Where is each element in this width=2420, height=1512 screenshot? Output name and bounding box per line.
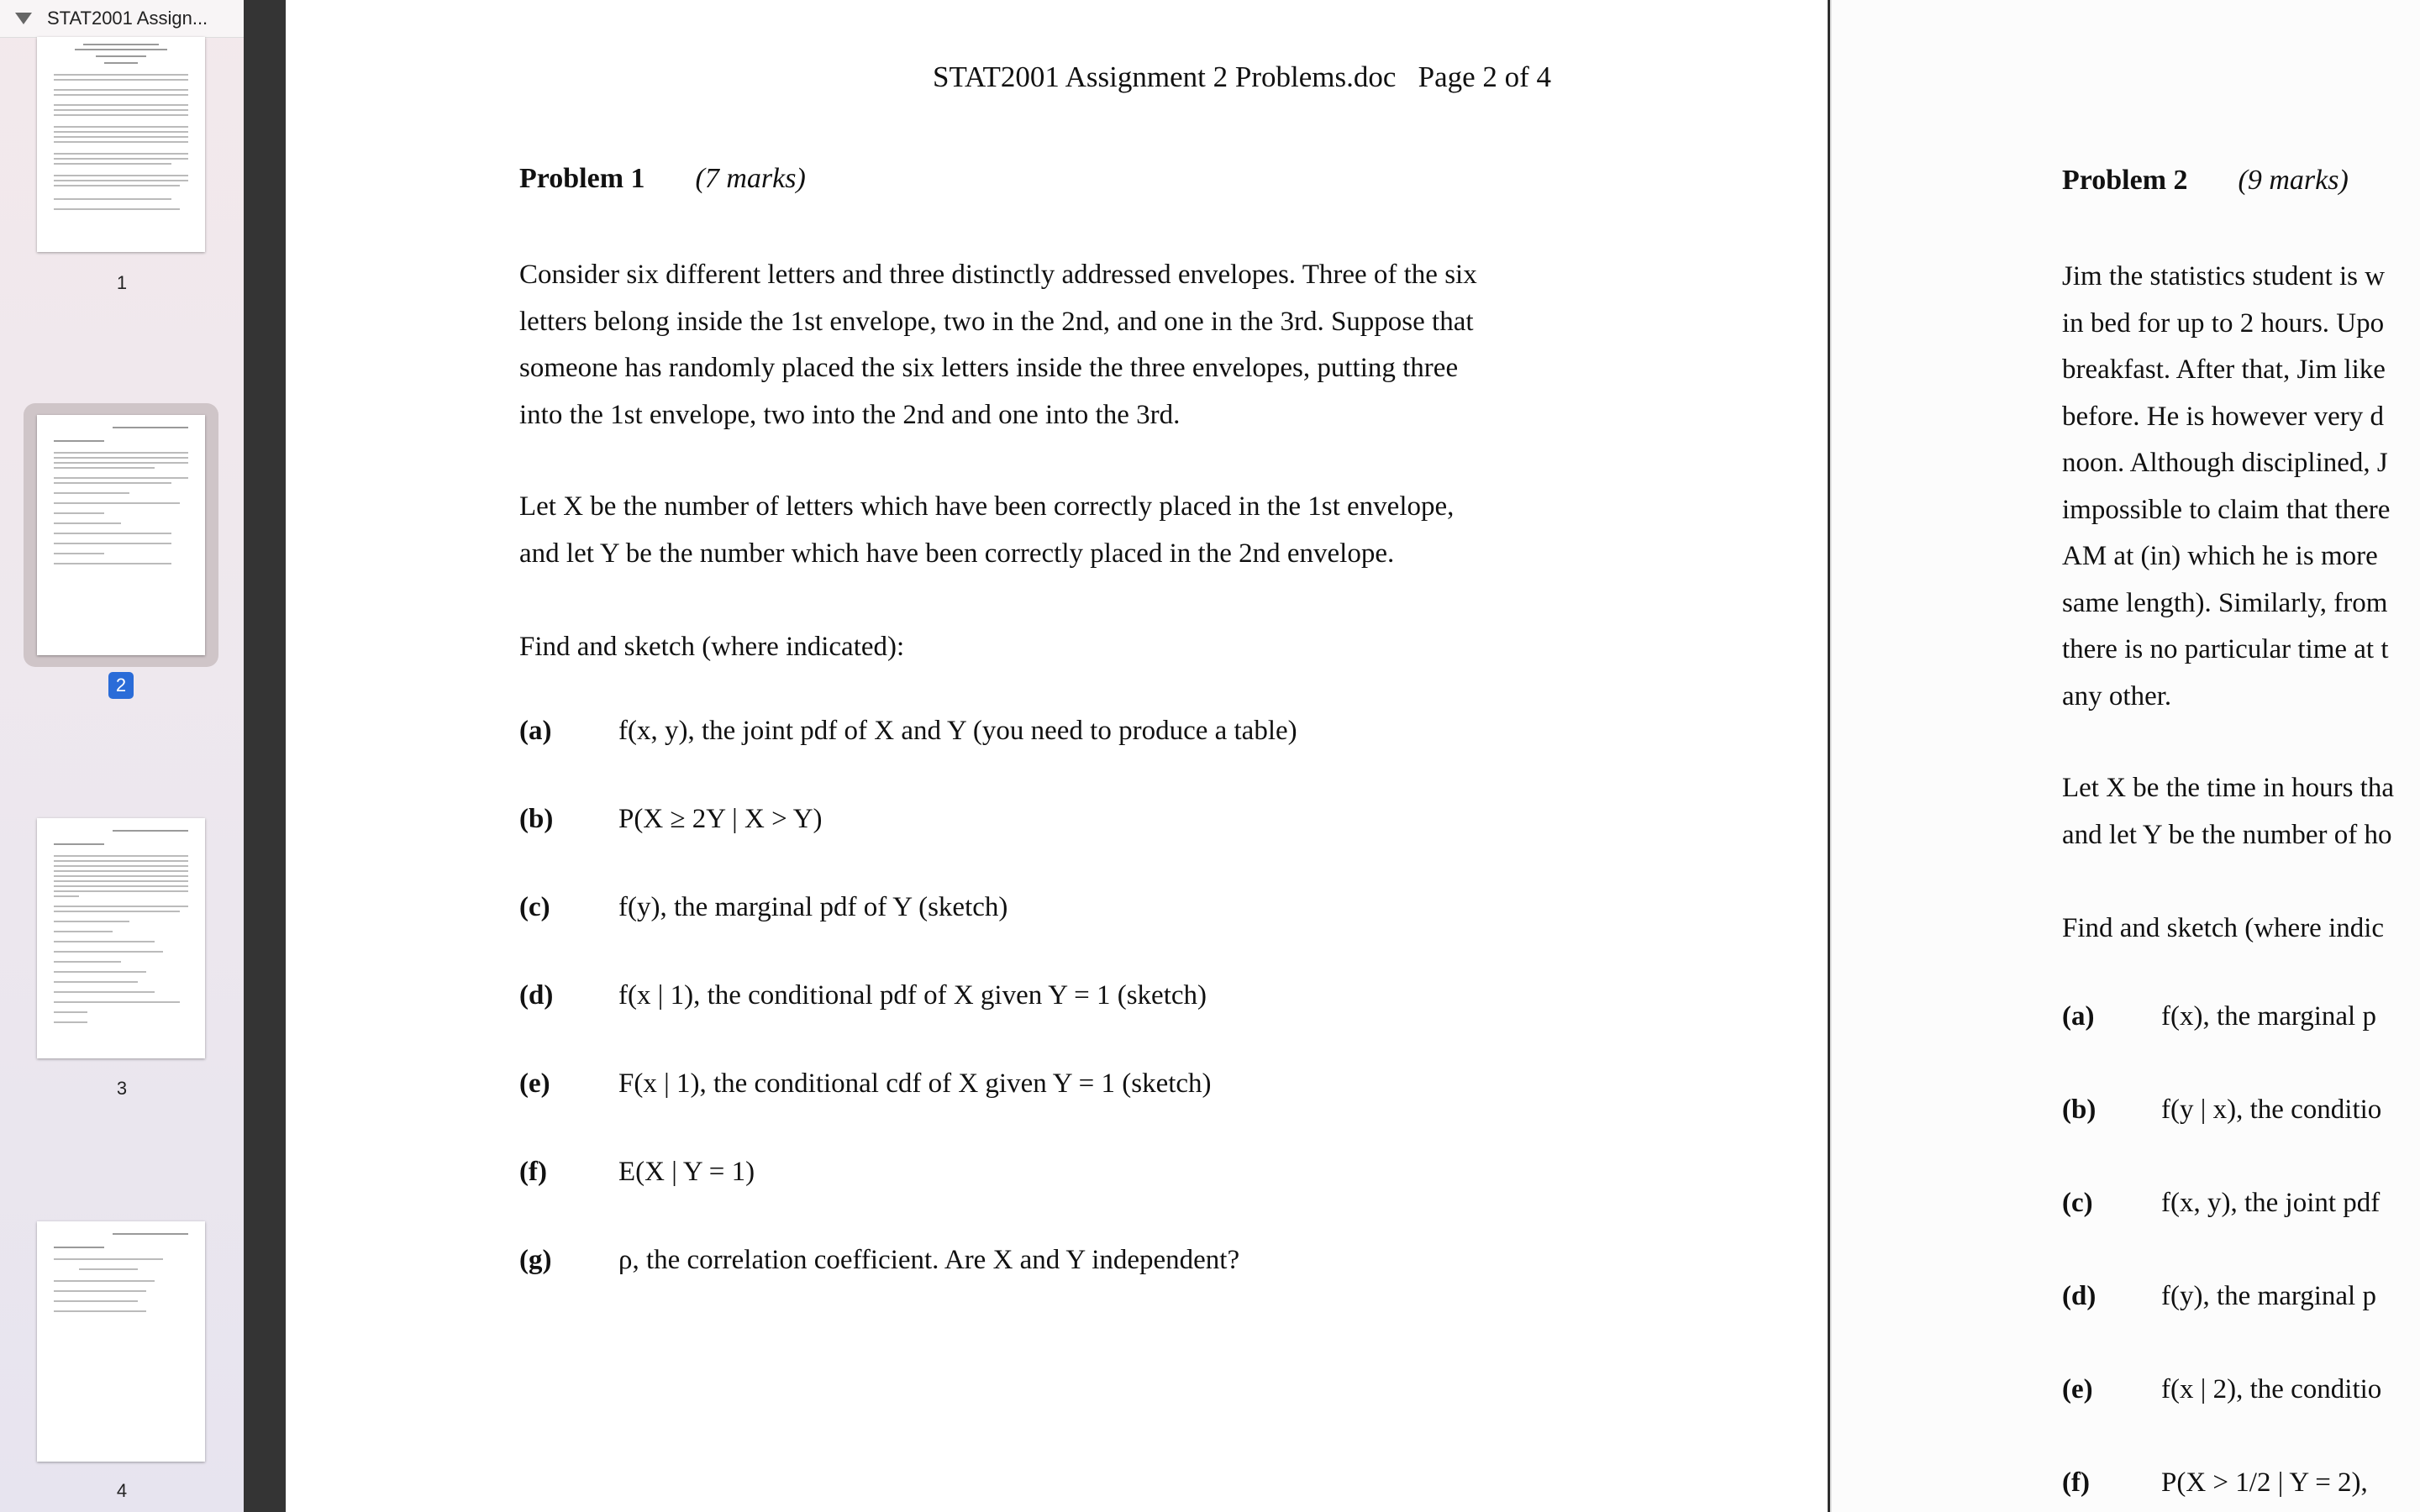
text-line: same length). Similarly, from <box>2062 587 2388 618</box>
page-header: STAT2001 Assignment 2 Problems.doc Page 2 of 4 <box>933 60 1552 93</box>
problem-intro <box>519 252 1477 438</box>
problem-definition <box>2062 765 2394 858</box>
problem-title <box>519 163 806 195</box>
text-line: before. He is however very d <box>2062 401 2385 432</box>
text-line: Consider six different letters and three distinctly addressed envelopes. Three of the six <box>519 260 1477 290</box>
text-line: into the 1st envelope, two into the 2nd and one into the 3rd. <box>519 399 1181 430</box>
page-thumbnail-2[interactable] <box>37 415 205 655</box>
text-line: and let Y be the number of ho <box>2062 819 2392 850</box>
page-number-label: 1 <box>116 272 128 293</box>
page-number-label: 3 <box>116 1078 128 1099</box>
document-page: STAT2001 Assignment 2 Problems.doc Page 2 of 4 Problem 1 (7 marks) Consider six different letters and three distinctly addressed envelopes. Three of the six letters belong inside the 1st envelope, two in the 2nd, and one in the 3rd. Suppose that someone has randomly placed the six letters inside the three envelopes, putting three into the 1st envelope, two into the 2nd and one into the 3rd. Let X be the number of letters which have been correctly placed in the 1st envelope, and let Y be the number which have been correctly placed in the 2nd envelope. Find and sketch (where indicated): (a) f(x, y), the joint pdf of X and Y (you need to produce a table) (b) P(X ≥ 2Y | X > Y) (c) f(y), the marginal pdf of Y (sketch) (d) f(x | 1), the conditional pdf of X given Y = 1 (sketch) (e) F(x | 1), the conditional cdf of X given Y = 1 (sketch) (f) E(X | Y = 1) (g) ρ, the correlation coefficient. Are X and Y independent? <box>286 0 1828 1512</box>
text-line: in bed for up to 2 hours. Upo <box>2062 307 2385 339</box>
page-thumbnail-1[interactable] <box>37 37 205 252</box>
text-line: someone has randomly placed the six letters inside the three envelopes, putting three <box>519 353 1459 383</box>
page-number-label-selected: 2 <box>108 672 134 699</box>
problem-title <box>2062 165 2349 197</box>
find-instruction: Find and sketch (where indic <box>2062 913 2385 943</box>
text-line: letters belong inside the 1st envelope, two in the 2nd, and one in the 3rd. Suppose that <box>519 306 1474 337</box>
problem-intro <box>2062 254 2390 720</box>
text-line: Let X be the number of letters which have been correctly placed in the 1st envelope, <box>519 491 1455 522</box>
text-line: noon. Although disciplined, J <box>2062 448 2388 478</box>
text-line: any other. <box>2062 680 2172 711</box>
document-page-next: Problem 2 (9 marks) Jim the statistics student is w in bed for up to 2 hours. Upo breakfast. After that, Jim like before. He is however very d noon. Although disciplined, J impossible to claim that there AM at (in) which he is more same length). Similarly, from there is no particular time at t any other. Let X be the time in hours tha and let Y be the number of ho Find and sketch (where indic (a) f(x), the marginal p (b) f(y | x), the conditio (c) f(x, y), the joint pdf (d) f(y), the marginal p (e) f(x | 2), the conditio (f) P(X > 1/2 | Y = 2), <box>1830 0 2420 1512</box>
sidebar-divider[interactable] <box>244 0 286 1512</box>
page-thumbnail-3[interactable] <box>37 818 205 1058</box>
disclosure-triangle-icon[interactable] <box>15 13 32 24</box>
problem-number: Problem 2 <box>2062 165 2188 196</box>
sidebar-header[interactable] <box>0 0 244 38</box>
problem-marks: (7 marks) <box>695 163 806 194</box>
text-line: breakfast. After that, Jim like <box>2062 354 2386 385</box>
problem-number: Problem 1 <box>519 163 645 194</box>
problem-marks: (9 marks) <box>2238 165 2349 196</box>
text-line: impossible to claim that there <box>2062 494 2391 525</box>
find-instruction: Find and sketch (where indicated): <box>519 632 905 662</box>
problem-definition <box>519 484 1454 577</box>
page-number-label: 4 <box>116 1480 128 1501</box>
text-line: and let Y be the number which have been correctly placed in the 2nd envelope. <box>519 538 1395 569</box>
text-line: Jim the statistics student is w <box>2062 261 2386 291</box>
document-title: STAT2001 Assign... <box>47 8 208 29</box>
thumbnail-sidebar <box>0 0 244 1512</box>
page-thumbnail-4[interactable] <box>37 1221 205 1462</box>
text-line: there is no particular time at t <box>2062 634 2389 664</box>
text-line: Let X be the time in hours tha <box>2062 773 2394 803</box>
text-line: AM at (in) which he is more <box>2062 541 2378 571</box>
